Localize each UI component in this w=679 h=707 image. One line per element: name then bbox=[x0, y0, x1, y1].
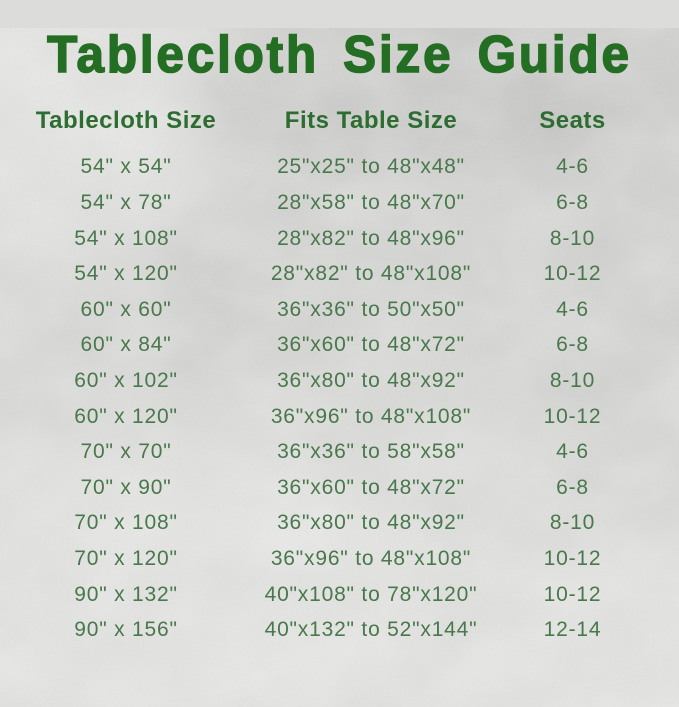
cell-fits: 36"x80" to 48"x92" bbox=[277, 511, 465, 535]
column-header-fits-table-size: Fits Table Size bbox=[284, 106, 458, 134]
column-header-seats: Seats bbox=[539, 106, 606, 134]
cell-tablecloth: 70" x 90" bbox=[80, 475, 172, 499]
cell-seats: 10-12 bbox=[543, 582, 602, 606]
cell-fits: 36"x36" to 50"x50" bbox=[277, 297, 465, 321]
cell-seats: 4-6 bbox=[556, 440, 589, 464]
table-row bbox=[0, 577, 679, 613]
cell-tablecloth: 90" x 132" bbox=[74, 582, 178, 606]
cell-seats: 8-10 bbox=[549, 511, 596, 535]
cell-fits: 40"x132" to 52"x144" bbox=[264, 618, 478, 642]
table-row bbox=[0, 470, 679, 506]
tablecloth-size-guide bbox=[0, 28, 679, 707]
table-row bbox=[0, 363, 679, 399]
cell-fits: 25"x25" to 48"x48" bbox=[277, 155, 465, 179]
cell-seats: 8-10 bbox=[549, 226, 596, 250]
cell-seats: 4-6 bbox=[556, 297, 589, 321]
table-row bbox=[0, 292, 679, 328]
cell-tablecloth: 54" x 54" bbox=[80, 155, 172, 179]
cell-seats: 8-10 bbox=[549, 368, 596, 392]
cell-seats: 6-8 bbox=[556, 190, 589, 214]
table-row bbox=[0, 185, 679, 221]
cell-tablecloth: 60" x 60" bbox=[80, 297, 172, 321]
cell-fits: 28"x58" to 48"x70" bbox=[277, 190, 465, 214]
cell-fits: 36"x96" to 48"x108" bbox=[270, 546, 472, 570]
cell-tablecloth: 90" x 156" bbox=[74, 618, 178, 642]
cell-tablecloth: 54" x 120" bbox=[74, 262, 178, 286]
cell-tablecloth: 70" x 108" bbox=[74, 511, 178, 535]
cell-fits: 36"x80" to 48"x92" bbox=[277, 368, 465, 392]
cell-seats: 4-6 bbox=[556, 155, 589, 179]
cell-fits: 36"x36" to 58"x58" bbox=[277, 440, 465, 464]
cell-seats: 10-12 bbox=[543, 262, 602, 286]
cell-fits: 36"x60" to 48"x72" bbox=[277, 333, 465, 357]
table-row bbox=[0, 505, 679, 541]
cell-fits: 28"x82" to 48"x108" bbox=[270, 262, 472, 286]
cell-tablecloth: 60" x 120" bbox=[74, 404, 178, 428]
cell-tablecloth: 54" x 78" bbox=[80, 190, 172, 214]
cell-fits: 28"x82" to 48"x96" bbox=[277, 226, 465, 250]
table-row bbox=[0, 256, 679, 292]
cell-seats: 12-14 bbox=[543, 618, 602, 642]
cell-tablecloth: 54" x 108" bbox=[74, 226, 178, 250]
page-title: Tablecloth Size Guide bbox=[47, 26, 632, 84]
cell-fits: 36"x96" to 48"x108" bbox=[270, 404, 472, 428]
table-row bbox=[0, 399, 679, 435]
table-body bbox=[0, 149, 679, 647]
table-row bbox=[0, 221, 679, 257]
table-row bbox=[0, 612, 679, 648]
column-header-tablecloth-size: Tablecloth Size bbox=[35, 106, 217, 134]
cell-tablecloth: 60" x 84" bbox=[80, 333, 172, 357]
table-row bbox=[0, 434, 679, 470]
cell-seats: 6-8 bbox=[556, 333, 589, 357]
cell-tablecloth: 70" x 70" bbox=[80, 440, 172, 464]
table-row bbox=[0, 327, 679, 363]
table-row bbox=[0, 541, 679, 577]
table-row bbox=[0, 149, 679, 185]
cell-tablecloth: 60" x 102" bbox=[74, 368, 178, 392]
cell-seats: 10-12 bbox=[543, 404, 602, 428]
cell-fits: 36"x60" to 48"x72" bbox=[277, 475, 465, 499]
table-header-row bbox=[0, 107, 679, 136]
cell-seats: 10-12 bbox=[543, 546, 602, 570]
cell-fits: 40"x108" to 78"x120" bbox=[264, 582, 478, 606]
cell-seats: 6-8 bbox=[556, 475, 589, 499]
cell-tablecloth: 70" x 120" bbox=[74, 546, 178, 570]
